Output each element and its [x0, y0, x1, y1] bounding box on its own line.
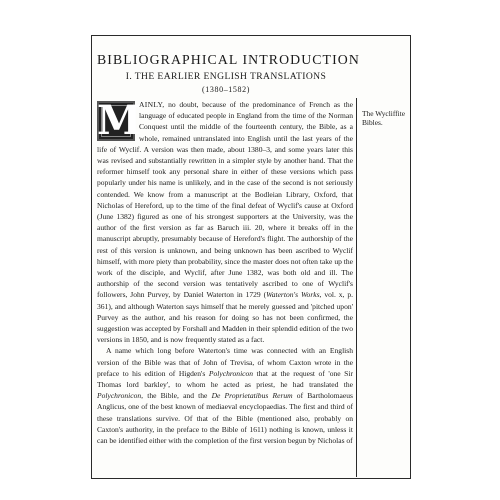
p2-run: De Proprietatibus Rerum	[211, 391, 293, 401]
p1-run: no doubt, because of the predominance of French as the language of educated people in England from the time of the Norman Conquest until the middle of the fourteenth century, the Bible, as a whole, remained untranslated into English until the last years of the life of Wyclif. A version was then made, about 1380–3, and some years later this was revised and substantially rewritten in a simpler style by another hand. That the reformer himself took any personal share in either of these versions which pass popularly under his name is unlikely, and in the case of the second is not seriously contended. We know from a manuscript at the Bodleian Library, Oxford, that Nicholas of Hereford, up to the time of the final defeat of Wyclif's cause at Oxford (June 1382) figured as one of his strongest supporters at the University, was the author of the first version as far as Baruch iii. 20, where it breaks off in the manuscript abruptly, presumably because of Hereford's flight. The authorship of the rest of this version is unknown, and being unknown has been ascribed to Wyclif himself, with more piety than probability, since the master does not often take up the work of the disciple, and Wyclif, after June 1382, was both old and ill. The authorship of the second version was tentatively ascribed to one of Wyclif's followers, John Purvey, by Daniel Waterton in 1729 (	[97, 100, 353, 300]
margin-note: The Wycliffite Bibles.	[362, 109, 405, 127]
page-title: BIBLIOGRAPHICAL INTRODUCTION	[97, 52, 360, 67]
p2-run: Polychronicon	[208, 368, 254, 378]
section-dates: (1380–1582)	[202, 85, 250, 94]
p2-run: that at the request of 'one Sir Thomas lord barkley', to whom he acted as priest, he had translated the	[97, 368, 353, 390]
p1-run: , vol. x, p. 361), and although Waterton says himself that he merely guessed and 'pitched upon' Purvey as the author, and his reason for doing so has not been confirmed, the suggestion was accepted by Forshall and Madden in their splendid edition of the two versions in 1850, and is now frequently stated as a fact.	[97, 290, 353, 345]
paragraph-1	[97, 99, 353, 345]
p1-run: Waterton's Works	[266, 290, 320, 300]
p1-run: AINLY,	[139, 100, 165, 109]
p2-run: Polychronicon	[97, 391, 142, 401]
margin-rule	[356, 98, 357, 477]
body-text	[97, 99, 353, 446]
p2-run: of Bartholomaeus Anglicus, one of the best known of mediaeval encyclopaedias. The first and third of these translations survive. Of that of the Bible (mentioned also, probably on Caxton's authority, in the preface to the Bible of 1611) nothing is known, unless it can be identified either with the completion of the first version begun by Nicholas of	[97, 391, 353, 446]
p2-run: A name which long before Waterton's time was connected with an English version of the Bible was that of John of Trevisa, of whom Caxton wrote in the preface to his edition of Higden's	[97, 346, 353, 378]
ornamental-initial: M	[97, 97, 142, 144]
p2-run: , the Bible, and the	[141, 391, 212, 401]
section-title: I. THE EARLIER ENGLISH TRANSLATIONS	[125, 71, 327, 82]
paragraph-2	[97, 345, 353, 446]
